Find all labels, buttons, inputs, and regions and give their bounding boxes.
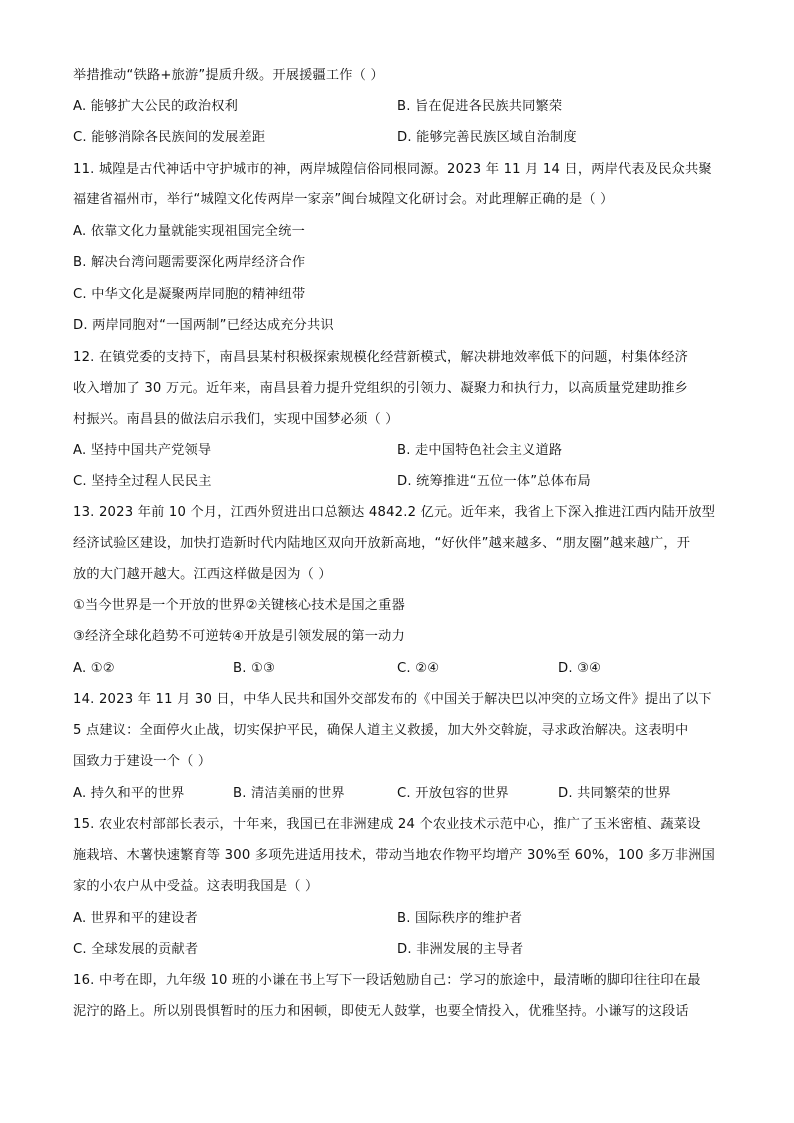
q13-stem-line-3: 放的大门越开越大。江西这样做是因为（ ） bbox=[73, 567, 332, 582]
q14-option-c[interactable]: C. 开放包容的世界 bbox=[397, 786, 509, 801]
q12-option-a[interactable]: A. 坚持中国共产党领导 bbox=[73, 443, 212, 458]
q11-stem-line-2: 福建省福州市，举行“城隍文化传两岸一家亲”闽台城隍文化研讨会。对此理解正确的是（ ） bbox=[73, 192, 614, 207]
q13-stem-line-2: 经济试验区建设，加快打造新时代内陆地区双向开放新高地，“好伙伴”越来越多、“朋友圈”越来越广，开 bbox=[73, 536, 691, 551]
q13-option-a[interactable]: A. ①② bbox=[73, 661, 115, 676]
q12-option-c[interactable]: C. 坚持全过程人民民主 bbox=[73, 474, 212, 489]
q14-option-b[interactable]: B. 清洁美丽的世界 bbox=[233, 786, 345, 801]
q10-option-b[interactable]: B. 旨在促进各民族共同繁荣 bbox=[397, 99, 563, 114]
q10-option-d[interactable]: D. 能够完善民族区域自治制度 bbox=[397, 130, 577, 145]
q15-option-d[interactable]: D. 非洲发展的主导者 bbox=[397, 942, 524, 957]
q14-stem-line-3: 国致力于建设一个（ ） bbox=[73, 754, 212, 769]
q11-option-c[interactable]: C. 中华文化是凝聚两岸同胞的精神纽带 bbox=[73, 287, 306, 302]
q10-option-a[interactable]: A. 能够扩大公民的政治权利 bbox=[73, 99, 239, 114]
q11-stem-line-1: 11. 城隍是古代神话中守护城市的神，两岸城隍信俗同根同源。2023 年 11 月 14 日，两岸代表及民众共聚 bbox=[73, 162, 712, 177]
q14-stem-line-2: 5 点建议：全面停火止战，切实保护平民，确保人道主义救援，加大外交斡旋，寻求政治解决。这表明中 bbox=[73, 723, 689, 738]
q15-option-b[interactable]: B. 国际秩序的维护者 bbox=[397, 911, 523, 926]
q15-stem-line-2: 施栽培、木薯快速繁育等 300 多项先进适用技术，带动当地农作物平均增产 30%至 60%，100 多万非洲国 bbox=[73, 848, 716, 863]
q11-option-a[interactable]: A. 依靠文化力量就能实现祖国完全统一 bbox=[73, 224, 305, 239]
q12-stem-line-1: 12. 在镇党委的支持下，南昌县某村积极探索规模化经营新模式，解决耕地效率低下的问题，村集体经济 bbox=[73, 350, 689, 365]
q13-stem-line-1: 13. 2023 年前 10 个月，江西外贸进出口总额达 4842.2 亿元。近年来，我省上下深入推进江西内陆开放型 bbox=[73, 505, 716, 520]
q13-statements-2: ③经济全球化趋势不可逆转④开放是引领发展的第一动力 bbox=[73, 629, 405, 644]
q14-option-d[interactable]: D. 共同繁荣的世界 bbox=[558, 786, 671, 801]
q12-option-b[interactable]: B. 走中国特色社会主义道路 bbox=[397, 443, 563, 458]
q16-stem-line-2: 泥泞的路上。所以别畏惧暂时的压力和困顿，即使无人鼓掌，也要全情投入，优雅坚持。小谦写的这段话 bbox=[73, 1004, 689, 1019]
q13-option-d[interactable]: D. ③④ bbox=[558, 661, 602, 676]
q14-stem-line-1: 14. 2023 年 11 月 30 日，中华人民共和国外交部发布的《中国关于解决巴以冲突的立场文件》提出了以下 bbox=[73, 692, 712, 707]
q10-tail: 举措推动“铁路+旅游”提质升级。开展援疆工作（ ） bbox=[73, 68, 384, 83]
q14-option-a[interactable]: A. 持久和平的世界 bbox=[73, 786, 185, 801]
q12-stem-line-2: 收入增加了 30 万元。近年来，南昌县着力提升党组织的引领力、凝聚力和执行力，以高质量党建助推乡 bbox=[73, 381, 689, 396]
q13-option-b[interactable]: B. ①③ bbox=[233, 661, 276, 676]
q11-option-b[interactable]: B. 解决台湾问题需要深化两岸经济合作 bbox=[73, 255, 306, 270]
q13-option-c[interactable]: C. ②④ bbox=[397, 661, 440, 676]
q11-option-d[interactable]: D. 两岸同胞对“一国两制”已经达成充分共识 bbox=[73, 318, 334, 333]
q10-option-c[interactable]: C. 能够消除各民族间的发展差距 bbox=[73, 130, 266, 145]
q12-option-d[interactable]: D. 统筹推进“五位一体”总体布局 bbox=[397, 474, 591, 489]
q15-option-c[interactable]: C. 全球发展的贡献者 bbox=[73, 942, 199, 957]
q13-statements-1: ①当今世界是一个开放的世界②关键核心技术是国之重器 bbox=[73, 598, 405, 613]
q12-stem-line-3: 村振兴。南昌县的做法启示我们，实现中国梦必须（ ） bbox=[73, 412, 399, 427]
q15-stem-line-1: 15. 农业农村部部长表示，十年来，我国已在非洲建成 24 个农业技术示范中心，推广了玉米密植、蔬菜设 bbox=[73, 817, 701, 832]
q15-stem-line-3: 家的小农户从中受益。这表明我国是（ ） bbox=[73, 879, 319, 894]
q16-stem-line-1: 16. 中考在即，九年级 10 班的小谦在书上写下一段话勉励自己：学习的旅途中，最清晰的脚印往往印在最 bbox=[73, 973, 701, 988]
q15-option-a[interactable]: A. 世界和平的建设者 bbox=[73, 911, 198, 926]
